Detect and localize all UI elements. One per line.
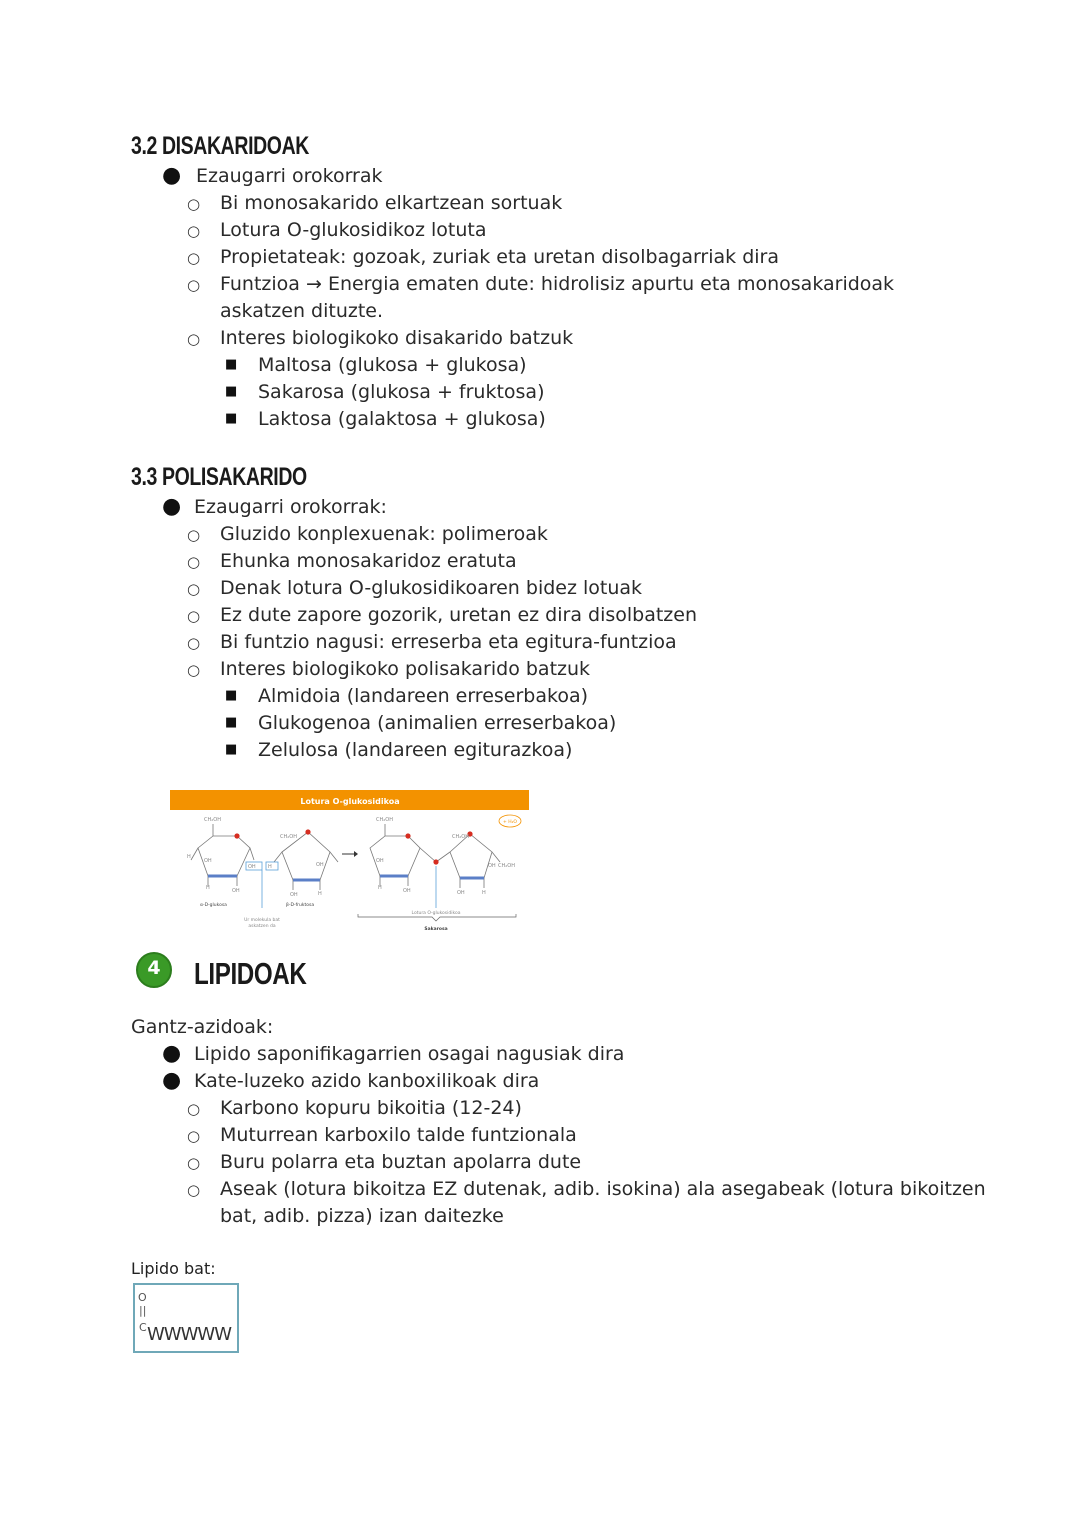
- circle-bullet-icon: ○: [187, 607, 201, 625]
- group-label: CH₂OH: [280, 834, 297, 840]
- circle-bullet-icon: ○: [187, 330, 201, 348]
- group-label: OH: [403, 888, 411, 894]
- list-item: Denak lotura O-glukosidikoaren bidez lotuak: [220, 577, 643, 599]
- list-item: Funtzioa → Energia ematen dute: hidrolisiz apurtu eta monosakaridoak: [220, 273, 895, 295]
- group-label: CH₂OH: [204, 817, 221, 823]
- circle-bullet-icon: ○: [187, 249, 201, 267]
- group-label: CH₂OH: [452, 834, 469, 840]
- circle-bullet-icon: ○: [187, 1181, 201, 1199]
- group-label: OH: [290, 892, 298, 898]
- list-item: Propietateak: gozoak, zuriak eta uretan disolbagarriak dira: [220, 246, 780, 268]
- list-item: Zelulosa (landareen egiturazkoa): [258, 739, 573, 761]
- square-bullet-icon: ■: [225, 688, 238, 703]
- group-label: OH: [248, 864, 256, 870]
- group-label: CH₂OH: [376, 817, 393, 823]
- lipid-drawing: [133, 1283, 239, 1353]
- group-label: OH: [232, 888, 240, 894]
- circle-bullet-icon: ○: [187, 1127, 201, 1145]
- section-number: 4: [147, 957, 161, 979]
- sucrose-glucose-ring: [370, 836, 420, 876]
- circle-bullet-icon: ○: [187, 580, 201, 598]
- water-label-line2: askatzen da: [248, 924, 276, 929]
- group-label: OH: [488, 863, 496, 869]
- list-item: Glukogenoa (animalien erreserbakoa): [258, 712, 617, 734]
- bullet-icon: ●: [162, 1068, 182, 1093]
- circle-bullet-icon: ○: [187, 526, 201, 544]
- bullet-icon: ●: [162, 163, 182, 188]
- bridging-oxygen: [433, 859, 438, 864]
- bullet-icon: ●: [162, 1041, 182, 1066]
- circle-bullet-icon: ○: [187, 1154, 201, 1172]
- lipid-label: Lipido bat:: [131, 1259, 216, 1278]
- section-number-badge: [136, 952, 172, 988]
- fructose-label: β-D-fruktosa: [286, 903, 315, 908]
- oxygen-atom: [305, 829, 310, 834]
- square-bullet-icon: ■: [225, 742, 238, 757]
- sucrose-label: Sakarosa: [424, 927, 448, 932]
- square-bullet-icon: ■: [225, 384, 238, 399]
- list-item: Almidoia (landareen erreserbakoa): [258, 685, 589, 707]
- circle-bullet-icon: ○: [187, 222, 201, 240]
- group-label: OH: [316, 862, 324, 868]
- group-label: H: [482, 890, 486, 896]
- bullet-icon: ●: [162, 494, 182, 519]
- group-label: H: [378, 885, 382, 891]
- square-bullet-icon: ■: [225, 411, 238, 426]
- subsection-intro: Gantz-azidoak:: [131, 1016, 274, 1038]
- list-item: Bi funtzio nagusi: erreserba eta egitura-funtzioa: [220, 631, 677, 653]
- group-label: H: [187, 854, 191, 860]
- list-item: Kate-luzeko azido kanboxilikoak dira: [194, 1070, 540, 1092]
- list-item: Gluzido konplexuenak: polimeroak: [220, 523, 548, 545]
- list-item-continuation: bat, adib. pizza) izan daitezke: [220, 1205, 504, 1227]
- group-label: OH: [204, 858, 212, 864]
- list-item: Muturrean karboxilo talde funtzionala: [220, 1124, 577, 1146]
- water-badge: + H₂O: [503, 820, 517, 825]
- arrow-head-icon: [354, 851, 358, 857]
- section-heading-lipidoak: LIPIDOAK: [194, 956, 307, 991]
- list-item: Bi monosakarido elkartzean sortuak: [220, 192, 563, 214]
- list-item: Sakarosa (glukosa + fruktosa): [258, 381, 545, 403]
- list-item: Ezaugarri orokorrak:: [194, 496, 387, 518]
- lipid-chain: WWWWW: [147, 1324, 231, 1345]
- group-label: H: [318, 891, 322, 897]
- list-item: Lipido saponifikagarrien osagai nagusiak dira: [194, 1043, 625, 1065]
- glucose-label: α-D-glukosa: [200, 903, 227, 908]
- oxygen-atom: [405, 833, 410, 838]
- list-item-continuation: askatzen dituzte.: [220, 300, 384, 322]
- lipid-carbon: C: [139, 1321, 147, 1334]
- list-item: Interes biologikoko disakarido batzuk: [220, 327, 574, 349]
- group-label: OH: [457, 890, 465, 896]
- circle-bullet-icon: ○: [187, 661, 201, 679]
- group-label: CH₂OH: [498, 863, 515, 869]
- circle-bullet-icon: ○: [187, 553, 201, 571]
- bond-label: Lotura O-glukosidikoa: [411, 911, 461, 916]
- water-label-line1: Ur molekula bat: [244, 918, 280, 923]
- circle-bullet-icon: ○: [187, 634, 201, 652]
- list-item: Aseak (lotura bikoitza EZ dutenak, adib. isokina) ala asegabeak (lotura bikoitzen: [220, 1178, 986, 1200]
- lipid-oxygen: O: [138, 1291, 147, 1304]
- list-item: Lotura O-glukosidikoz lotuta: [220, 219, 487, 241]
- list-item: Buru polarra eta buztan apolarra dute: [220, 1151, 582, 1173]
- group-label: H: [206, 885, 210, 891]
- list-item: Interes biologikoko polisakarido batzuk: [220, 658, 591, 680]
- list-item: Karbono kopuru bikoitia (12-24): [220, 1097, 522, 1119]
- sucrose-fructose-ring: [450, 834, 492, 878]
- circle-bullet-icon: ○: [187, 276, 201, 294]
- square-bullet-icon: ■: [225, 357, 238, 372]
- list-item: Maltosa (glukosa + glukosa): [258, 354, 527, 376]
- group-label: OH: [376, 858, 384, 864]
- glucose-ring: [198, 836, 250, 876]
- list-item: Ez dute zapore gozorik, uretan ez dira disolbatzen: [220, 604, 698, 626]
- glycosidic-bond-diagram: [170, 790, 530, 935]
- circle-bullet-icon: ○: [187, 195, 201, 213]
- list-item: Ehunka monosakaridoz eratuta: [220, 550, 517, 572]
- diagram-title: Lotura O-glukosidikoa: [300, 797, 400, 806]
- square-bullet-icon: ■: [225, 715, 238, 730]
- list-item: Ezaugarri orokorrak: [196, 165, 383, 187]
- group-label: H: [268, 864, 272, 870]
- lipid-double-bond: ||: [139, 1304, 147, 1317]
- section-heading-disakaridoak: 3.2 DISAKARIDOAK: [131, 132, 309, 160]
- oxygen-atom: [234, 833, 239, 838]
- circle-bullet-icon: ○: [187, 1100, 201, 1118]
- list-item: Laktosa (galaktosa + glukosa): [258, 408, 546, 430]
- section-heading-polisakarido: 3.3 POLISAKARIDO: [131, 463, 307, 491]
